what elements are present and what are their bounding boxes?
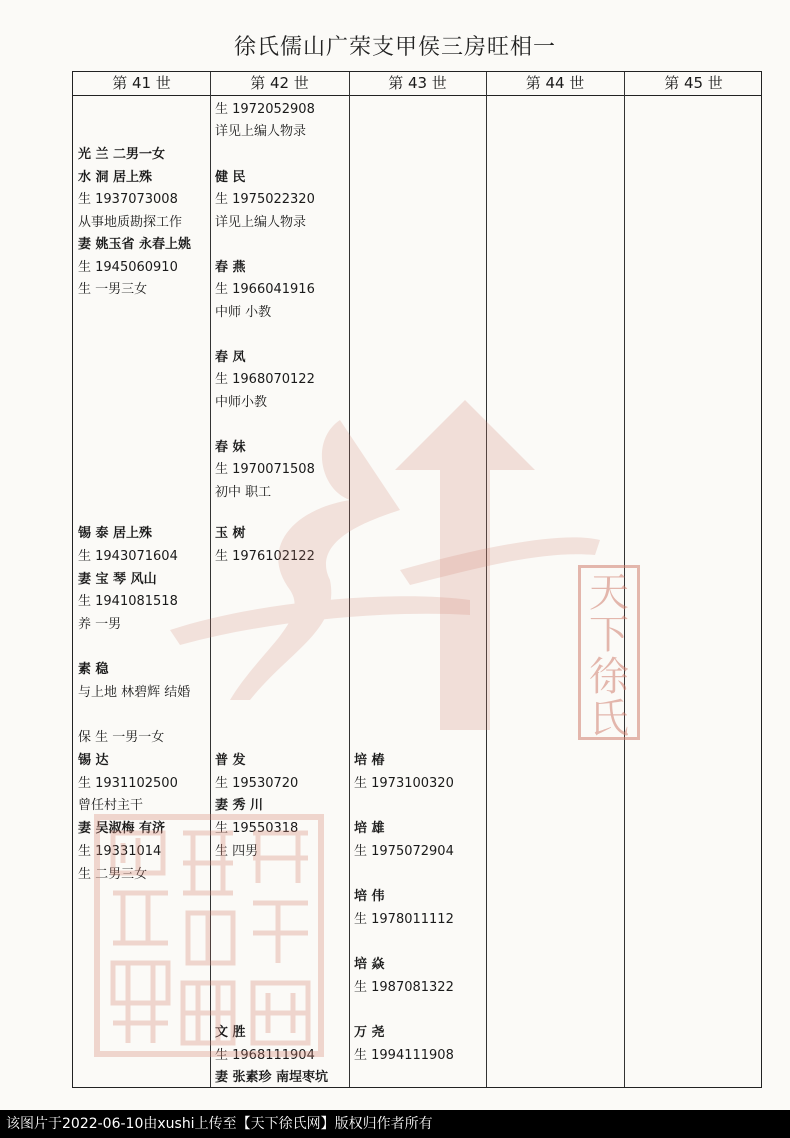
person-detail: 生 1941081518 <box>78 594 178 609</box>
person-name: 妻 吴淑梅 有济 <box>78 821 166 836</box>
person-detail: 生 1973100320 <box>354 776 454 791</box>
person-detail: 生 1976102122 <box>215 549 315 564</box>
person-detail: 生 1994111908 <box>354 1048 454 1063</box>
person-name: 普 发 <box>215 753 246 768</box>
table-header <box>73 72 761 96</box>
person-name: 素 稳 <box>78 662 109 677</box>
person-name: 培 椿 <box>354 753 385 768</box>
person-detail: 生 一男三女 <box>78 282 148 297</box>
person-detail: 生 1972052908 <box>215 102 315 117</box>
person-name: 春 燕 <box>215 260 246 275</box>
person-detail: 生 1978011112 <box>354 912 454 927</box>
person-detail: 生 1966041916 <box>215 282 315 297</box>
person-detail: 生 1943071604 <box>78 549 178 564</box>
person-detail: 生 1970071508 <box>215 462 315 477</box>
person-name: 培 焱 <box>354 957 385 972</box>
person-detail: 生 1987081322 <box>354 980 454 995</box>
person-detail: 生 1968070122 <box>215 372 315 387</box>
person-detail: 生 19530720 <box>215 776 299 791</box>
person-detail: 生 1931102500 <box>78 776 178 791</box>
person-name: 妻 秀 川 <box>215 798 264 813</box>
person-detail: 生 1968111904 <box>215 1048 315 1063</box>
watermark-seal: 天下徐氏 <box>578 565 640 740</box>
red-seal-stamp <box>93 813 325 1058</box>
person-detail: 养 一男 <box>78 617 122 632</box>
header-gen-43: 第 43 世 <box>388 74 447 92</box>
person-detail: 生 19550318 <box>215 821 299 836</box>
person-detail: 从事地质勘探工作 <box>78 215 183 230</box>
person-detail: 详见上编人物录 <box>215 124 307 139</box>
person-name: 春 凤 <box>215 350 246 365</box>
person-name: 万 尧 <box>354 1025 385 1040</box>
person-name: 锡 达 <box>78 753 109 768</box>
person-detail: 初中 职工 <box>215 485 272 500</box>
person-detail: 中师 小教 <box>215 305 272 320</box>
person-detail: 生 1945060910 <box>78 260 178 275</box>
person-name: 妻 姚玉省 永春上姚 <box>78 237 192 252</box>
person-detail: 生 二男三女 <box>78 867 148 882</box>
person-detail: 生 1975022320 <box>215 192 315 207</box>
person-name: 水 洞 居上殊 <box>78 170 153 185</box>
header-gen-41: 第 41 世 <box>112 74 171 92</box>
footer-copyright: 该图片于2022-06-10由xushi上传至【天下徐氏网】版权归作者所有 <box>0 1110 790 1138</box>
person-detail: 生 四男 <box>215 844 259 859</box>
person-detail: 生 1937073008 <box>78 192 178 207</box>
person-detail: 中师小教 <box>215 395 268 410</box>
person-detail: 保 生 一男一女 <box>78 730 165 745</box>
person-name: 妻 宝 琴 风山 <box>78 572 157 587</box>
person-name: 春 妹 <box>215 440 246 455</box>
person-detail: 曾任村主干 <box>78 798 144 813</box>
person-name: 光 兰 二男一女 <box>78 147 166 162</box>
person-name: 健 民 <box>215 170 246 185</box>
page-title: 徐氏儒山广荣支甲侯三房旺相一 <box>233 35 556 60</box>
person-name: 锡 泰 居上殊 <box>78 526 153 541</box>
person-name: 玉 树 <box>215 526 246 541</box>
person-detail: 生 1975072904 <box>354 844 454 859</box>
header-gen-45: 第 45 世 <box>664 74 723 92</box>
person-name: 文 胜 <box>215 1025 246 1040</box>
watermark-bird-icon <box>140 400 610 740</box>
person-detail: 生 19331014 <box>78 844 162 859</box>
person-detail: 详见上编人物录 <box>215 215 307 230</box>
person-detail: 与上地 林碧辉 结婚 <box>78 685 191 700</box>
person-name: 妻 张素珍 南埕枣坑 <box>215 1070 329 1085</box>
header-gen-42: 第 42 世 <box>250 74 309 92</box>
header-gen-44: 第 44 世 <box>525 74 585 92</box>
person-name: 培 雄 <box>354 821 385 836</box>
person-name: 培 伟 <box>354 889 385 904</box>
